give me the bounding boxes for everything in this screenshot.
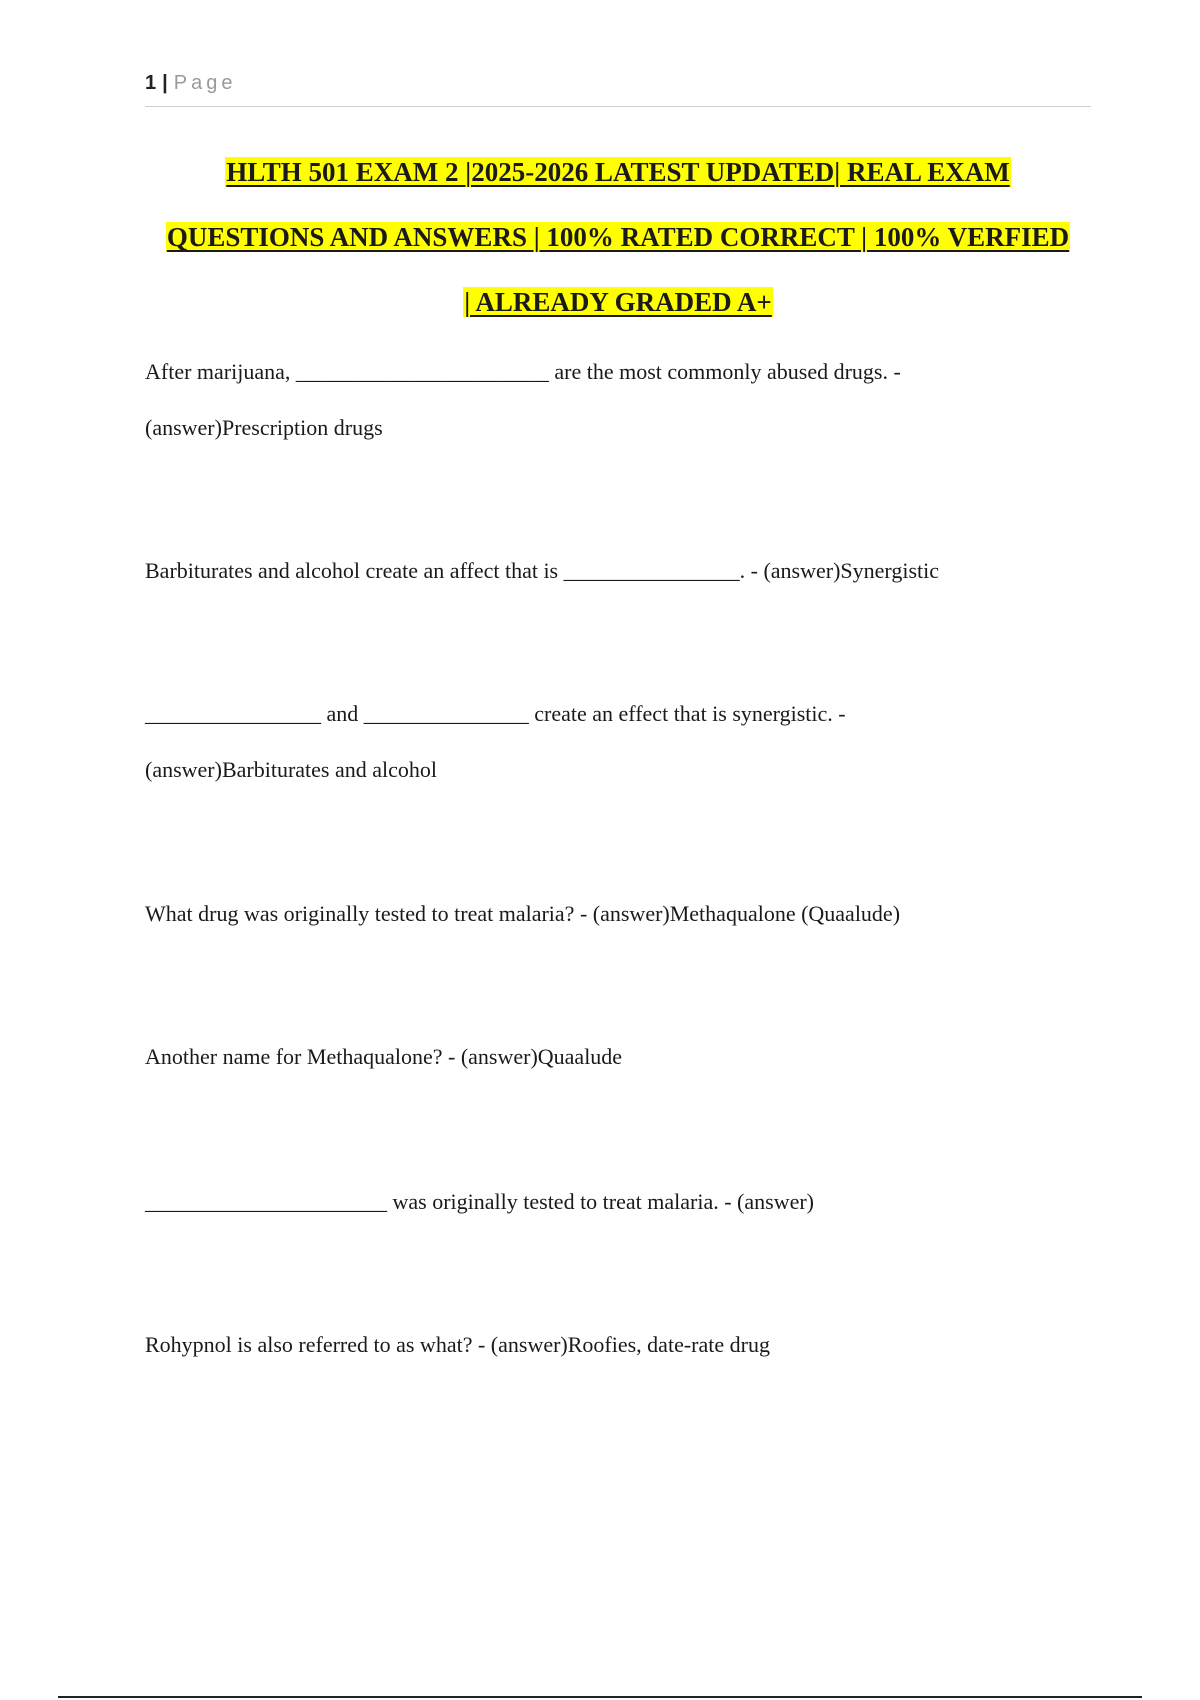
question-1-line-2: (answer)Prescription drugs	[145, 415, 383, 440]
question-6	[145, 1174, 1105, 1230]
question-7-line-1: Rohypnol is also referred to as what? - (answer)Roofies, date-rate drug	[145, 1332, 770, 1357]
question-4	[145, 886, 1105, 942]
page-label: Page	[173, 72, 237, 94]
question-7	[145, 1317, 1105, 1373]
title-line-2-text: QUESTIONS AND ANSWERS | 100% RATED CORRECT | 100% VERFIED	[166, 222, 1070, 252]
question-1-line-1: After marijuana, _______________________ are the most commonly abused drugs. -	[145, 359, 901, 384]
question-3	[145, 686, 1105, 798]
question-6-line-1: ______________________ was originally tested to treat malaria. - (answer)	[145, 1189, 815, 1214]
question-2	[145, 543, 1105, 599]
question-3-line-1: ________________ and _______________ create an effect that is synergistic. -	[145, 701, 846, 726]
title-line-1-text: HLTH 501 EXAM 2 |2025-2026 LATEST UPDATED| REAL EXAM	[226, 157, 1010, 187]
page-number: 1	[145, 72, 157, 94]
title-line-3-text: | ALREADY GRADED A+	[464, 287, 772, 317]
title-line-2	[145, 205, 1091, 270]
question-1	[145, 344, 1105, 456]
question-5	[145, 1029, 1105, 1085]
page-separator: |	[162, 72, 168, 94]
question-2-line-1: Barbiturates and alcohol create an affect that is ________________. - (answer)Synergistic	[145, 558, 939, 583]
title-line-3	[145, 270, 1091, 335]
question-3-line-2: (answer)Barbiturates and alcohol	[145, 757, 437, 782]
question-5-line-1: Another name for Methaqualone? - (answer)Quaalude	[145, 1044, 623, 1069]
bottom-rule	[58, 1696, 1142, 1698]
page-header	[145, 72, 1091, 107]
document-title	[145, 140, 1091, 335]
question-4-line-1: What drug was originally tested to treat malaria? - (answer)Methaqualone (Quaalude)	[145, 901, 901, 926]
title-line-1	[145, 140, 1091, 205]
